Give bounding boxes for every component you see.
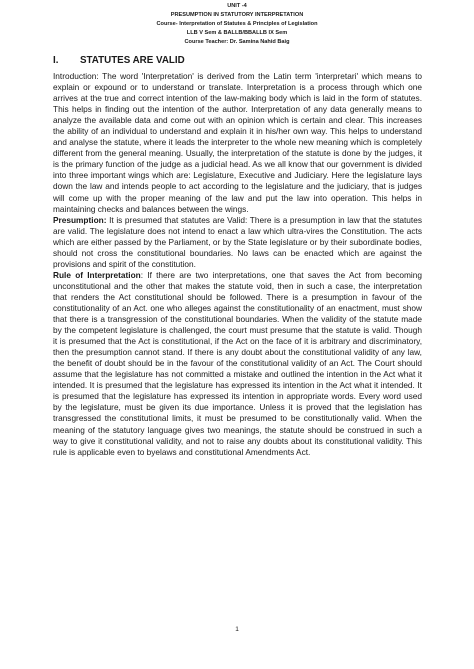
rule-paragraph xyxy=(53,270,422,458)
presumption-paragraph xyxy=(53,215,422,270)
semester-line: LLB V Sem & BALLB/BBALLB IX Sem xyxy=(186,29,288,36)
section-title: STATUTES ARE VALID xyxy=(80,55,185,66)
presumption-text: It is presumed that statutes are Valid: There is a presumption in law that the statutes are valid. The legislature does not intend to enact a law which ultra-vires the Constitution. The acts which are either passed by the Parliament, or by the State legislature or by their subordinate bodies, should not cross the constitutional boundaries. No laws can be enacted which are against the provisions and spirit of the constitution. xyxy=(53,214,422,269)
presumption-label: Presumption: xyxy=(53,214,107,225)
rule-text: : If there are two interpretations, one that saves the Act from becoming unconstitutional and the other that makes the statute void, then in such a case, the interpretation that renders the Act constitutional should be followed. There is a presumption in favour of the constitutionality of an Act. one who alleges against the constitutionality of an enactment, must show that there is a transgression of the constitutional boundaries. When the validity of the statute made by the competent legislature is challenged, the court must presume that the statute is valid. Though it is presumed that the Act is constitutional, if the Act on the face of it is arbitrary and discriminatory, then the presumption cannot stand. If there is any doubt about the constitutional validity of any law, the benefit of doubt should be in the favour of the constitutional validity of an Act. The Court should assume that the legislature has not committed a mistake and outlined the intention in the Act what it intended. It is presumed that the legislature has expressed its intention in the Act what it intended. It is presumed that the legislature has expressed its intention in appropriate words. Every word used by the legislature, must be given its due importance. Unless it is proved that the legislation has transgressed the constitutional limits, it must be presumed to be constitutionally valid. When the meaning of the statutory language gives two meanings, the statute should be construed in such a way to give it constitutional validity, and not to raise any doubts about its constitutional validity. This rule is applicable even to byelaws and constitutional Amendments Act. xyxy=(53,269,422,457)
rule-label: Rule of Interpretation xyxy=(53,269,141,280)
page-number: 1 xyxy=(235,626,239,633)
course-line: Course- Interpretation of Statutes & Principles of Legislation xyxy=(156,20,318,27)
introduction-paragraph: Introduction: The word 'Interpretation' is derived from the Latin term 'interpretari' which means to explain or expound or to understand or translate. Interpretation is a process through which one arrives at the true and correct intention of the law-making body which is laid in the form of statutes. This helps in finding out the intention of the author. Interpretation of any data generally means to analyze the available data and come out with an opinion which is certain and clear. This increases the ability of an individual to understand and explain it in his/her own way. This helps to understand and analyse the statute, where it leads the interpreter to the whole new meaning which is completely different from the general meaning. Usually, the interpretation of the statute is done by the judges, it is the primary function of the judge as a judicial head. As we all know that our government is divided into three important wings which are: Legislature, Executive and Judiciary. Here the legislature lays down the law and intends people to act according to the legislature and the judiciary, that is judges will come up with the proper meaning of the law and put the law into operation. This helps in maintaining checks and balances between the wings. xyxy=(53,71,422,214)
section-heading xyxy=(53,55,185,66)
document-body xyxy=(53,71,422,458)
section-number: I. xyxy=(53,55,59,66)
document-header xyxy=(0,2,474,47)
document-title: PRESUMPTION IN STATUTORY INTERPRETATION xyxy=(170,11,304,18)
teacher-line: Course Teacher: Dr. Samina Nahid Baig xyxy=(184,38,290,45)
unit-label: UNIT -4 xyxy=(227,3,247,9)
